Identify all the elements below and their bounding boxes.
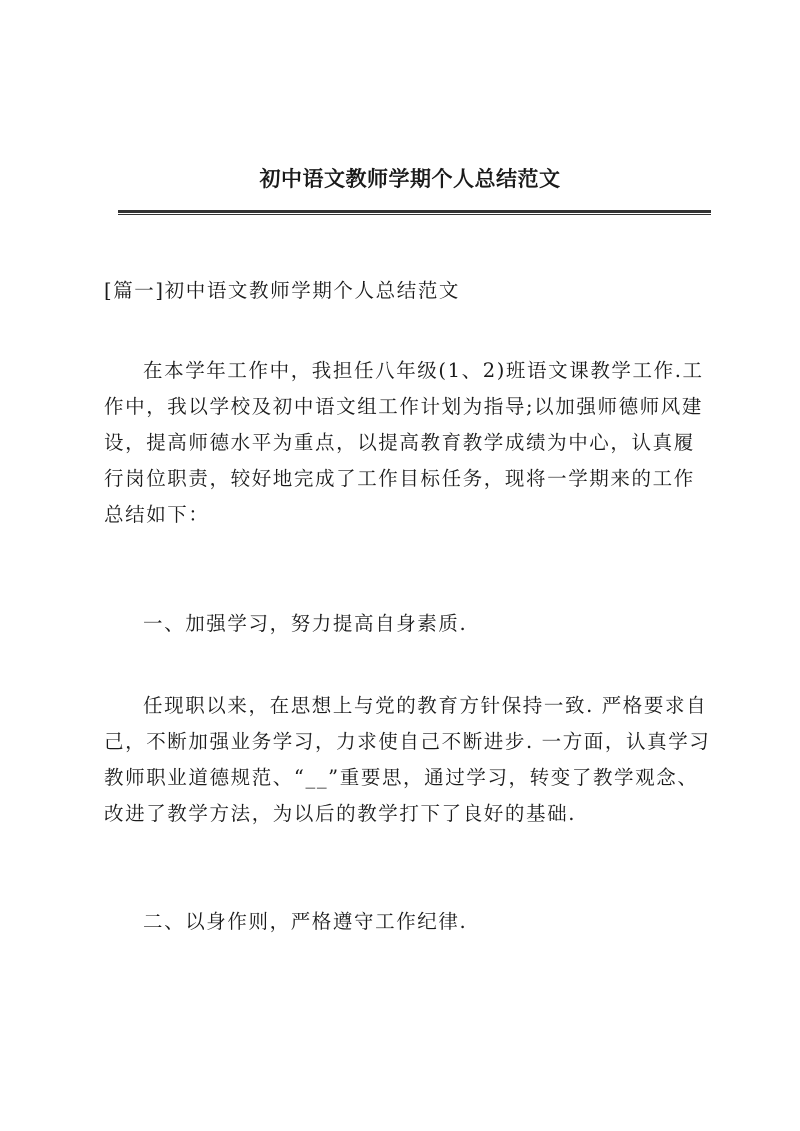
title-divider bbox=[118, 210, 711, 215]
paragraph-study: 任现职以来，在思想上与党的教育方针保持一致. 严格要求自己，不断加强业务学习，力求使自己不断进步. 一方面，认真学习教师职业道德规范、“__”重要思，通过学习，转变了教学观念、改进了教学方法，为以后的教学打下了良好的基础. bbox=[104, 694, 711, 825]
section-label: [篇一]初中语文教师学期个人总结范文 bbox=[104, 279, 461, 302]
section-heading-2: 二、以身作则，严格遵守工作纪律. bbox=[143, 910, 468, 933]
section-heading-1: 一、加强学习，努力提高自身素质. bbox=[143, 612, 468, 635]
document-title: 初中语文教师学期个人总结范文 bbox=[259, 166, 561, 191]
paragraph-intro: 在本学年工作中，我担任八年级(1、2)班语文课教学工作.工作中，我以学校及初中语文组工作计划为指导;以加强师德师风建设，提高师德水平为重点，以提高教育教学成绩为中心，认真履行岗位职责，较好地完成了工作目标任务，现将一学期来的工作总结如下： bbox=[104, 359, 704, 526]
